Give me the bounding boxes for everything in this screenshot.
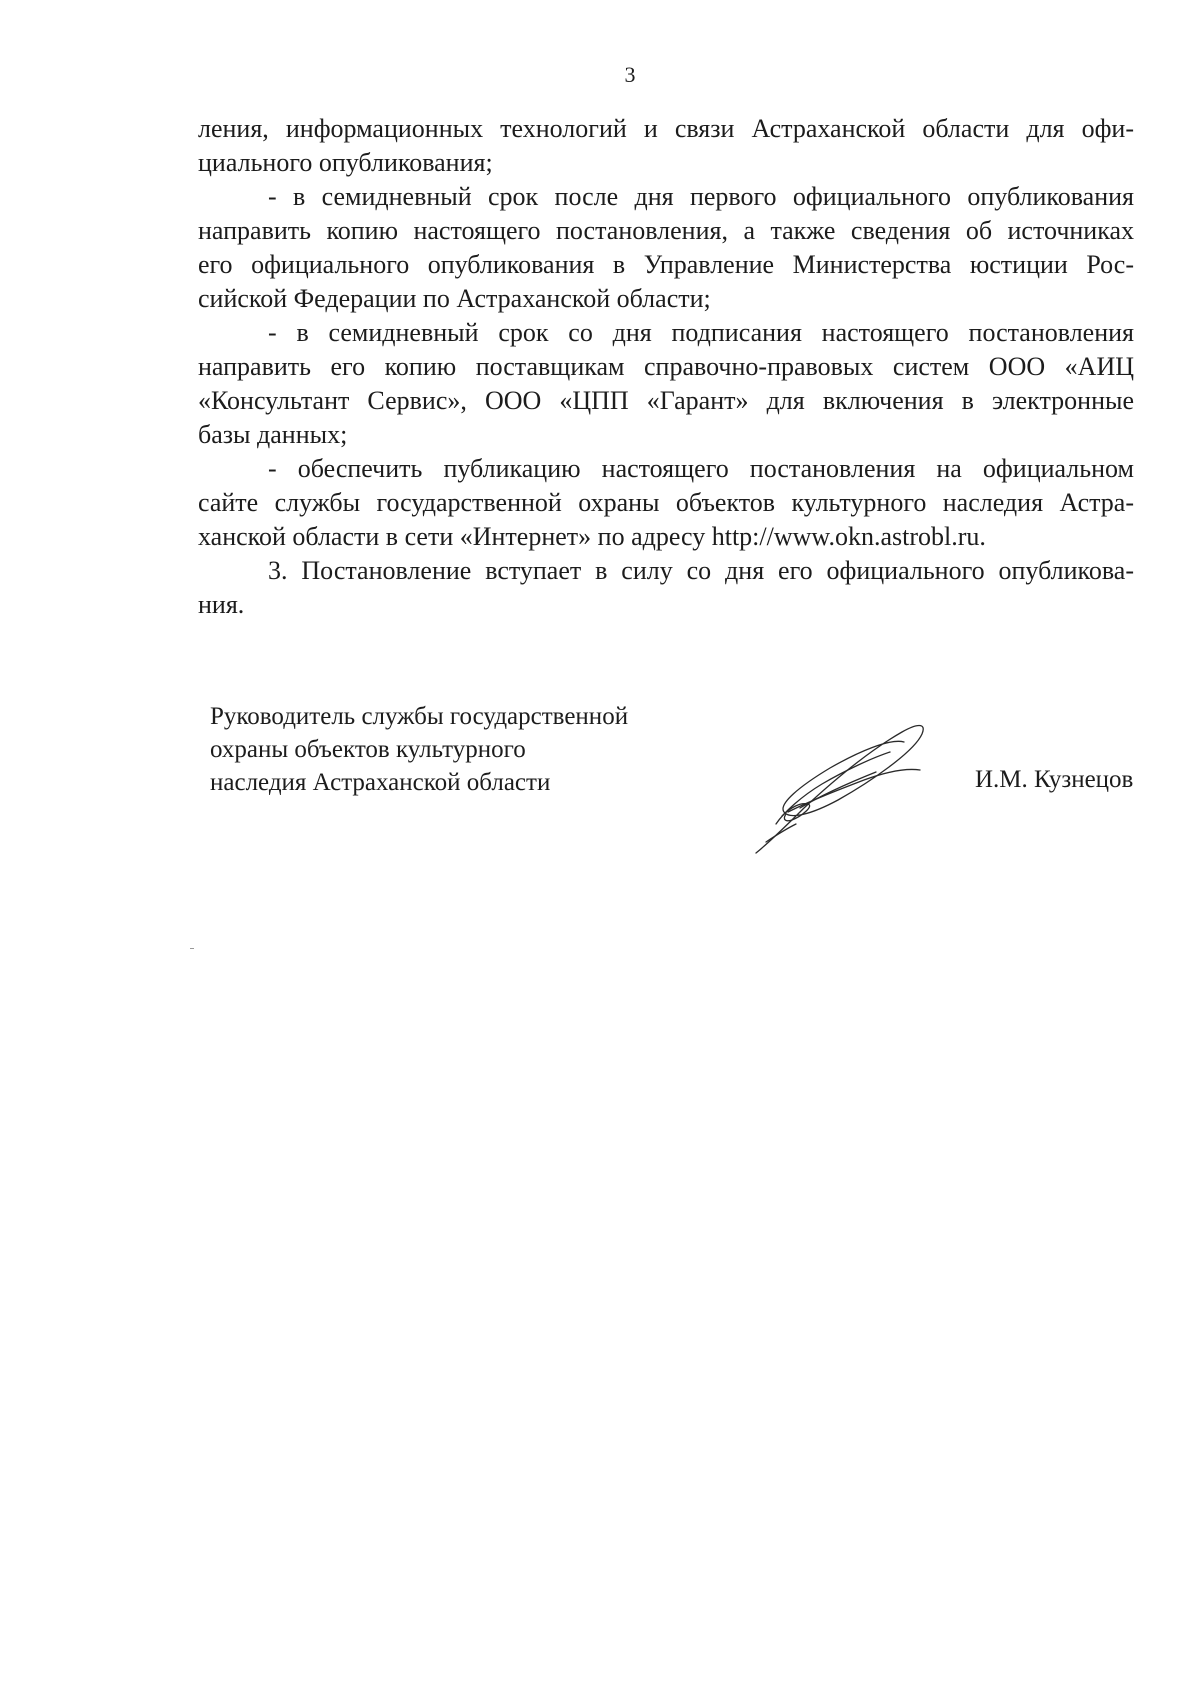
- text-line: 3. Постановление вступает в силу со дня его официального опубликова-: [268, 556, 1134, 585]
- scan-artifact: [190, 948, 194, 949]
- text-line: направить копию настоящего постановления, а также сведения об источниках: [198, 216, 1134, 245]
- text-line: его официального опубликования в Управление Министерства юстиции Рос-: [198, 250, 1134, 279]
- text-line: - обеспечить публикацию настоящего постановления на официальном: [268, 454, 1134, 483]
- signer-name: И.М. Кузнецов: [975, 766, 1134, 793]
- text-line: сийской Федерации по Астраханской области;: [198, 284, 711, 313]
- text-line: ления, информационных технологий и связи Астраханской области для офи-: [198, 114, 1134, 143]
- text-line: ханской области в сети «Интернет» по адресу http://www.okn.astrobl.ru.: [198, 522, 986, 551]
- position-line: Руководитель службы государственной: [210, 703, 629, 730]
- text-line: направить его копию поставщикам справочно-правовых систем ООО «АИЦ: [198, 352, 1134, 381]
- text-line: ния.: [198, 590, 245, 619]
- text-line: - в семидневный срок со дня подписания настоящего постановления: [268, 318, 1134, 347]
- signatory-position: [210, 700, 628, 799]
- handwritten-signature: [742, 712, 942, 862]
- text-line: циального опубликования;: [198, 148, 493, 177]
- page-number: 3: [624, 62, 636, 87]
- text-line: сайте службы государственной охраны объектов культурного наследия Астра-: [198, 488, 1134, 517]
- position-line: наследия Астраханской области: [210, 769, 551, 796]
- text-line: «Консультант Сервис», ООО «ЦПП «Гарант» для включения в электронные: [198, 386, 1134, 415]
- text-line: базы данных;: [198, 420, 348, 449]
- position-line: охраны объектов культурного: [210, 736, 526, 763]
- body-text: [198, 112, 1134, 622]
- text-line: - в семидневный срок после дня первого официального опубликования: [268, 182, 1134, 211]
